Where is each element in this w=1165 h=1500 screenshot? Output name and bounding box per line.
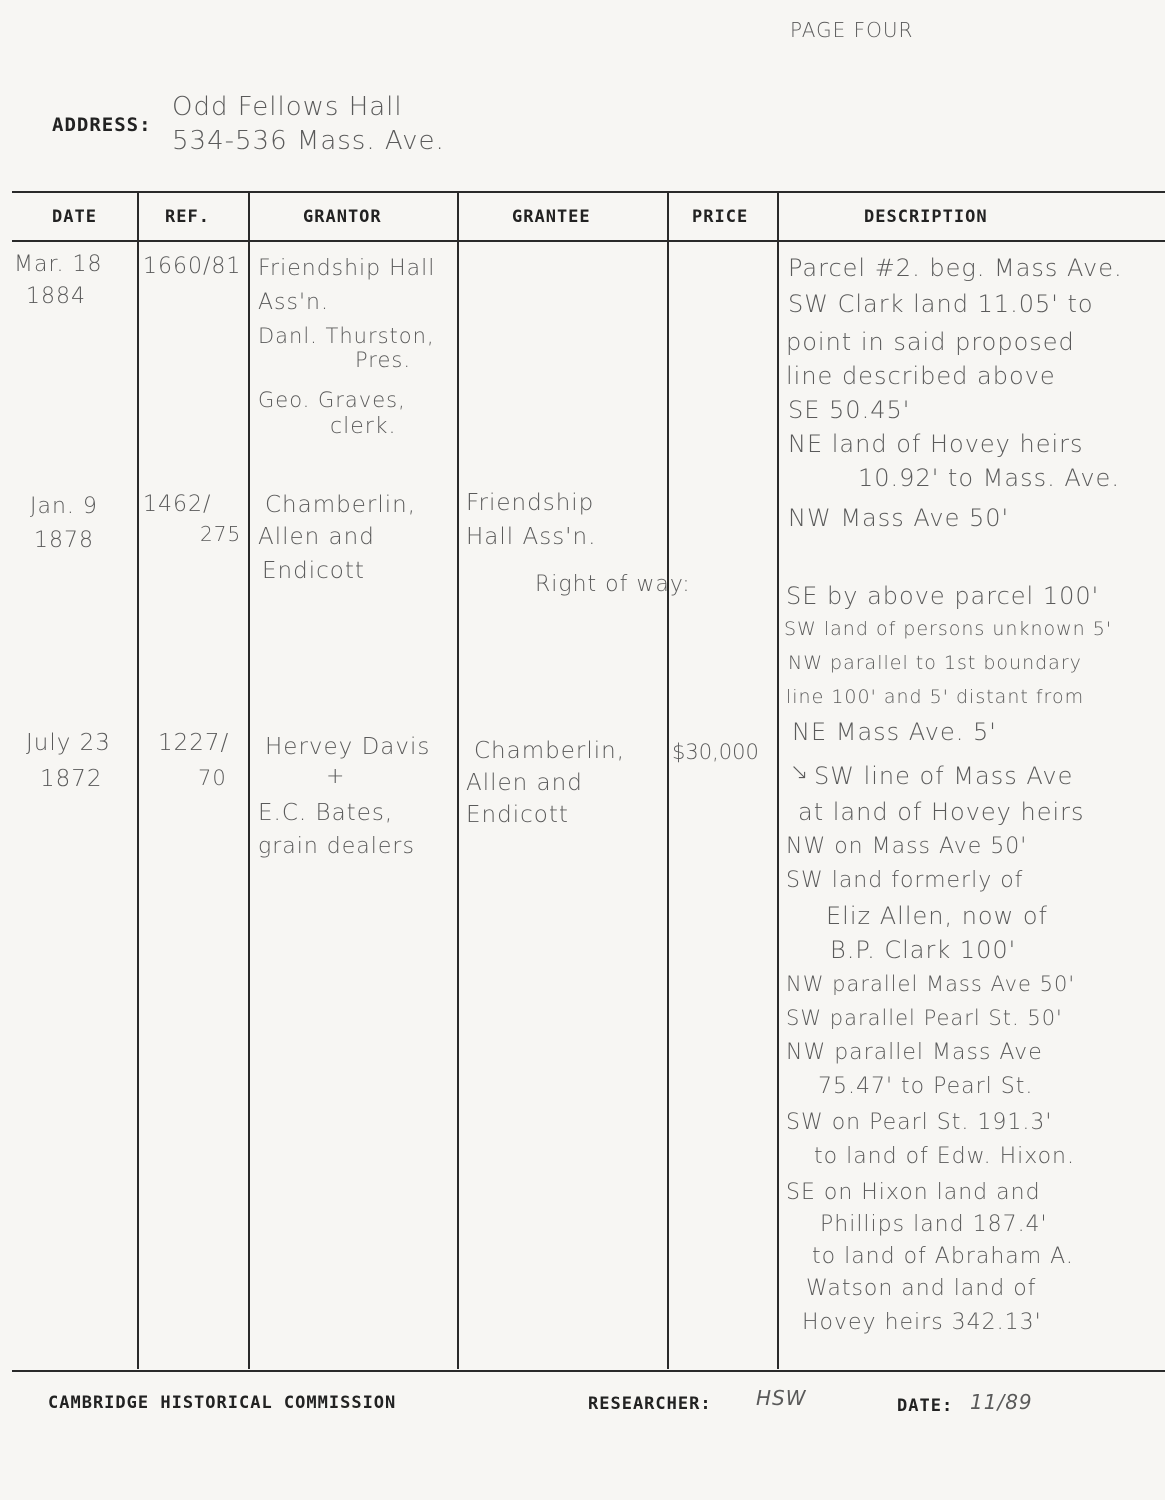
table-top-border xyxy=(12,191,1165,193)
footer-researcher-value: HSW xyxy=(756,1386,807,1410)
row2-description-line3: NW parallel to 1st boundary xyxy=(788,652,1082,674)
row1-description-line4: line described above xyxy=(786,362,1056,390)
row1-description-line6: NE land of Hovey heirs xyxy=(788,430,1084,458)
row3-description-line12: to land of Edw. Hixon. xyxy=(814,1144,1075,1169)
row3-description-line9: NW parallel Mass Ave xyxy=(786,1040,1043,1065)
row3-ref-line1: 1227/ xyxy=(158,730,230,756)
row2-description-line5: NE Mass Ave. 5' xyxy=(792,718,997,746)
row1-grantor-line1: Friendship Hall xyxy=(258,256,436,281)
column-divider-3 xyxy=(457,191,459,1369)
row3-description-line13: SE on Hixon land and xyxy=(786,1180,1041,1205)
row3-description-line10: 75.47' to Pearl St. xyxy=(818,1074,1034,1099)
row3-description-line2: at land of Hovey heirs xyxy=(798,798,1085,826)
address-line-2: 534-536 Mass. Ave. xyxy=(172,126,445,156)
row3-date-line1: July 23 xyxy=(26,730,111,756)
header-description: DESCRIPTION xyxy=(864,207,988,227)
row1-grantor-line4: Pres. xyxy=(355,348,412,372)
row3-grantee-line3: Endicott xyxy=(466,802,569,828)
row3-grantor-line3: E.C. Bates, xyxy=(258,800,394,826)
column-divider-2 xyxy=(248,191,250,1369)
row1-grantor-line6: clerk. xyxy=(330,414,397,439)
row2-grantor-line2: Allen and xyxy=(258,524,375,550)
row3-grantee-line2: Allen and xyxy=(466,770,583,796)
row1-description-line7: 10.92' to Mass. Ave. xyxy=(858,464,1120,492)
row1-description-line3: point in said proposed xyxy=(786,328,1075,356)
column-divider-1 xyxy=(137,191,139,1369)
row3-description-line3: NW on Mass Ave 50' xyxy=(786,834,1028,859)
row1-date-line1: Mar. 18 xyxy=(14,252,103,277)
row3-description-line7: NW parallel Mass Ave 50' xyxy=(786,972,1076,996)
footer-date-label: DATE: xyxy=(897,1396,954,1416)
row3-description-line17: Hovey heirs 342.13' xyxy=(802,1310,1042,1335)
row1-ref: 1660/81 xyxy=(143,254,242,279)
arrow-icon: ↘ xyxy=(790,760,810,785)
column-divider-5 xyxy=(777,191,779,1369)
header-grantor: GRANTOR xyxy=(303,207,382,227)
row3-description-line5: Eliz Allen, now of xyxy=(826,902,1048,930)
table-header-border xyxy=(12,240,1165,242)
address-label: ADDRESS: xyxy=(52,114,152,136)
header-price: PRICE xyxy=(692,207,749,227)
header-grantee: GRANTEE xyxy=(512,207,591,227)
footer-commission: CAMBRIDGE HISTORICAL COMMISSION xyxy=(48,1393,397,1413)
row3-grantor-line4: grain dealers xyxy=(258,834,415,859)
row3-description-line1: SW line of Mass Ave xyxy=(814,762,1074,790)
row3-description-line4: SW land formerly of xyxy=(786,868,1024,893)
row1-description-line2: SW Clark land 11.05' to xyxy=(788,290,1094,318)
row3-description-line15: to land of Abraham A. xyxy=(812,1244,1074,1269)
row1-date-line2: 1884 xyxy=(26,284,86,309)
row2-grantor-line1: Chamberlin, xyxy=(265,492,417,518)
row3-date-line2: 1872 xyxy=(40,766,103,792)
row2-grantee-line1: Friendship xyxy=(466,490,595,516)
row3-description-line14: Phillips land 187.4' xyxy=(820,1212,1048,1237)
header-date: DATE xyxy=(52,207,97,227)
row1-description-line5: SE 50.45' xyxy=(788,396,911,424)
row2-date-line2: 1878 xyxy=(34,528,94,553)
row2-right-of-way-note: Right of way: xyxy=(535,572,691,597)
row2-description-line1: SE by above parcel 100' xyxy=(786,582,1100,610)
page-label: PAGE FOUR xyxy=(790,18,914,42)
row2-ref-line1: 1462/ xyxy=(143,492,212,517)
row1-grantor-line2: Ass'n. xyxy=(258,290,329,315)
header-ref: REF. xyxy=(165,207,210,227)
row3-description-line11: SW on Pearl St. 191.3' xyxy=(786,1110,1053,1135)
row2-grantee-line2: Hall Ass'n. xyxy=(466,524,597,550)
row2-description-line4: line 100' and 5' distant from xyxy=(786,686,1085,708)
column-divider-4 xyxy=(667,191,669,1369)
row1-description-line8: NW Mass Ave 50' xyxy=(788,504,1010,532)
footer-date-value: 11/89 xyxy=(970,1390,1033,1414)
row1-description-line1: Parcel #2. beg. Mass Ave. xyxy=(788,254,1123,282)
row3-description-line8: SW parallel Pearl St. 50' xyxy=(786,1006,1063,1030)
row1-grantor-line5: Geo. Graves, xyxy=(258,388,406,412)
row2-ref-line2: 275 xyxy=(200,522,242,546)
address-line-1: Odd Fellows Hall xyxy=(172,92,403,122)
row3-price: $30,000 xyxy=(672,740,759,764)
row3-grantee-line1: Chamberlin, xyxy=(474,738,626,764)
row3-ref-line2: 70 xyxy=(198,766,227,790)
footer-researcher-label: RESEARCHER: xyxy=(588,1394,712,1414)
row3-grantor-line2: + xyxy=(326,764,346,789)
row1-grantor-line3: Danl. Thurston, xyxy=(258,324,435,348)
row3-grantor-line1: Hervey Davis xyxy=(265,734,431,760)
row3-description-line16: Watson and land of xyxy=(806,1276,1037,1301)
row2-description-line2: SW land of persons unknown 5' xyxy=(784,618,1113,640)
row2-grantor-line3: Endicott xyxy=(262,558,365,584)
row3-description-line6: B.P. Clark 100' xyxy=(830,936,1017,964)
row2-date-line1: Jan. 9 xyxy=(30,494,98,519)
table-bottom-border xyxy=(12,1370,1165,1372)
